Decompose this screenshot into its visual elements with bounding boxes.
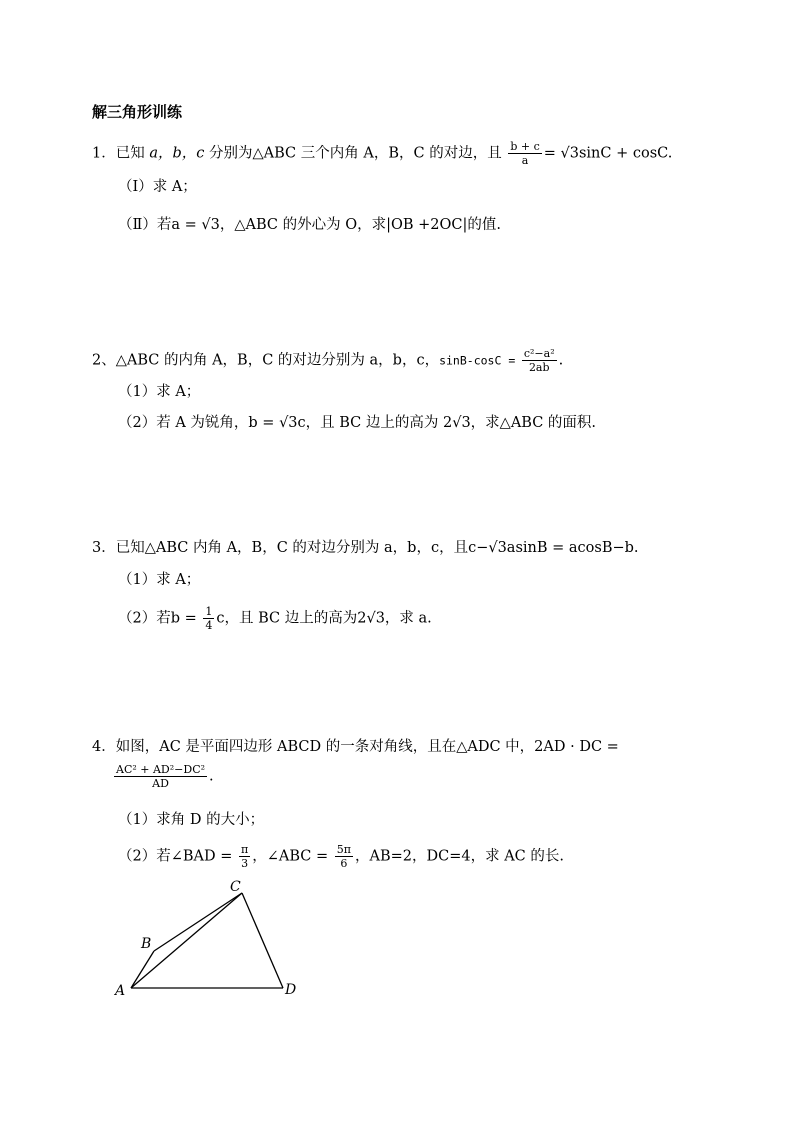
vertex-label-d: D [285,982,297,998]
problem-1-part-2: （Ⅱ）若a = √3，△ABC 的外心为 O，求|OB +2OC|的值. [118,217,501,233]
vertex-label-a: A [115,983,126,999]
problem-3-stem: 3．已知△ABC 内角 A，B，C 的对边分别为 a，b，c，且c−√3asinB = acosB−b. [92,540,639,556]
problem-3-part-2: （2）若b = $\frac{1}{4}$ c，且 BC 边上的高为2√3，求 a. [118,605,432,632]
problem-4-part-1: （1）求角 D 的大小； [118,812,265,828]
angle-bad-fraction: $\frac{\pi}{3}$ [241,843,249,870]
segment-bc [154,893,242,951]
problem-1-fraction: $\frac{b + c}{a}$ [510,140,540,167]
problem-2-part-2: （2）若 A 为锐角，b = √3c，且 BC 边上的高为 2√3，求△ABC 的面积. [118,415,597,431]
vertex-label-b: B [141,936,152,952]
problem-4-fraction-line: $\frac{\text{AC² + AD²−DC²}}{AD}$ . [116,763,214,790]
problem-1-stem: 1．已知 a，b，c 分别为△ABC 三个内角 A，B，C 的对边，且 $\frac{b + c}{a}$ = √3sinC + cosC. [92,140,673,167]
problem-4-stem: 4．如图，AC 是平面四边形 ABCD 的一条对角线，且在△ADC 中，2AD · DC = [92,739,619,755]
segment-cd [242,893,283,988]
page-title: 解三角形训练 [92,103,183,121]
problem-2-fraction: $\frac{\text{c²−a²}}{2ab}$ [523,347,555,374]
problem-2-part-1: （1）求 A； [118,384,201,400]
problem-4-fraction: $\frac{\text{AC² + AD²−DC²}}{AD}$ [116,763,206,790]
problem-3-part-1: （1）求 A； [118,572,201,588]
angle-abc-fraction: $\frac{5\pi}{6}$ [336,843,351,870]
segment-ab [131,951,154,988]
problem-1-part-1: （Ⅰ）求 A； [118,179,197,195]
vertex-label-c: C [230,879,241,895]
problem-3-fraction: $\frac{1}{4}$ [205,605,213,632]
problem-4-part-2: （2）若∠BAD = $\frac{\pi}{3}$ ，∠ABC = $\frac{5\pi}{6}$ ，AB=2，DC=4，求 AC 的长. [118,843,564,870]
problem-2-stem: 2、△ABC 的内角 A，B，C 的对边分别为 a，b，c，sinB-cosC = $\frac{\text{c²−a²}}{2ab}$ . [92,347,564,374]
